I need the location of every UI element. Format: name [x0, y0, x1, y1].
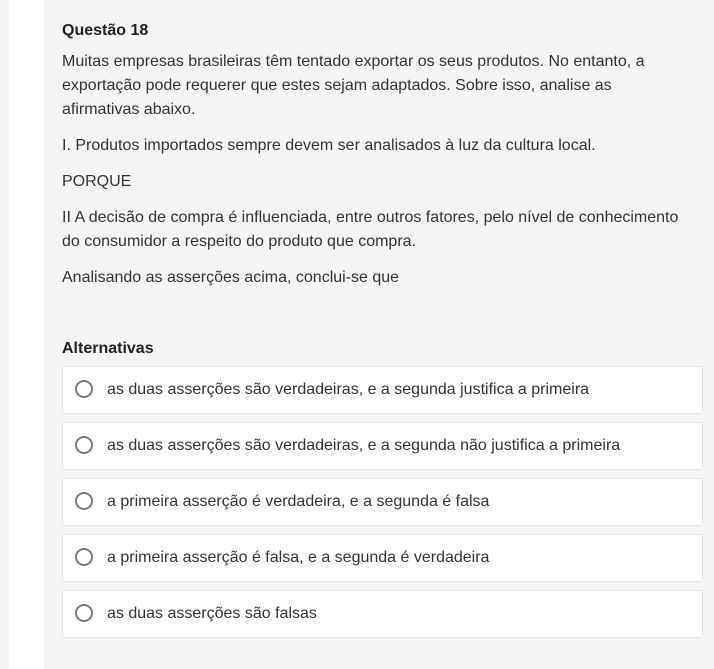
question-body — [62, 20, 687, 302]
radio-button-icon[interactable] — [75, 492, 93, 510]
alternative-option-1[interactable] — [62, 366, 703, 414]
alternatives-title: Alternativas — [62, 340, 154, 357]
alternative-label: a primeira asserção é verdadeira, e a segunda é falsa — [107, 493, 490, 510]
alternative-label: as duas asserções são falsas — [107, 605, 317, 622]
radio-button-icon[interactable] — [75, 436, 93, 454]
connector-text: PORQUE — [62, 173, 132, 190]
left-panel-edge — [0, 0, 9, 669]
question-title: Questão 18 — [62, 22, 149, 39]
radio-button-icon[interactable] — [75, 548, 93, 566]
radio-button-icon[interactable] — [75, 380, 93, 398]
alternative-option-2[interactable] — [62, 422, 703, 470]
question-prompt: Analisando as asserções acima, conclui-se que — [62, 269, 400, 286]
alternative-label: as duas asserções são verdadeiras, e a segunda não justifica a primeira — [107, 437, 621, 454]
alternative-option-5[interactable] — [62, 590, 703, 638]
alternative-option-4[interactable] — [62, 534, 703, 582]
alternative-label: a primeira asserção é falsa, e a segunda é verdadeira — [107, 549, 490, 566]
alternative-label: as duas asserções são verdadeiras, e a segunda justifica a primeira — [107, 381, 590, 398]
radio-button-icon[interactable] — [75, 604, 93, 622]
assertion-2: II A decisão de compra é influenciada, entre outros fatores, pelo nível de conhecimento do consumidor a respeito do produto que compra. — [62, 209, 679, 250]
question-card — [44, 0, 714, 669]
question-intro: Muitas empresas brasileiras têm tentado exportar os seus produtos. No entanto, a exportação pode requerer que estes sejam adaptados. Sobre isso, analise as afirmativas abaixo. — [62, 53, 645, 118]
assertion-1: I. Produtos importados sempre devem ser analisados à luz da cultura local. — [62, 137, 596, 154]
alternative-option-3[interactable] — [62, 478, 703, 526]
